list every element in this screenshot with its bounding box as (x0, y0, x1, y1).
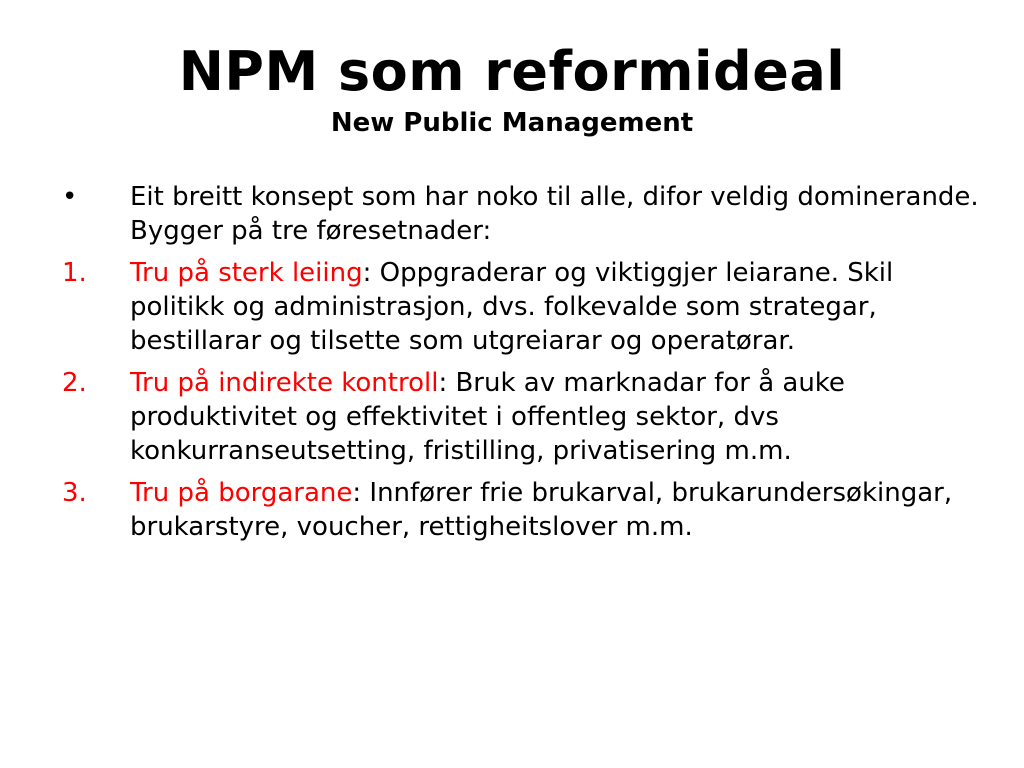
list-item-lead: Tru på indirekte kontroll (130, 368, 439, 398)
title-block (0, 40, 1024, 140)
list-item-lead: Tru på borgarane (130, 478, 353, 508)
slide-subtitle: New Public Management (330, 108, 694, 138)
list-item-body (130, 256, 982, 358)
slide-title: NPM som reformideal (178, 40, 846, 103)
list-item-2 (62, 366, 982, 468)
list-item-text: : Innfører frie brukarval, brukarundersøkingar, brukarstyre, voucher, rettigheitslover m.m. (130, 478, 953, 542)
list-item-text: : Bruk av marknadar for å auke produktivitet og effektivitet i offentleg sektor, dvs konkurranseutsetting, fristilling, privatisering m.m. (130, 368, 845, 466)
list-item-1 (62, 256, 982, 358)
list-number: 2. (62, 368, 87, 398)
bullet-list (62, 180, 982, 552)
list-item-body (130, 366, 982, 468)
list-number: 1. (62, 258, 87, 288)
bullet-marker: • (62, 182, 78, 212)
list-item-text: Eit breitt konsept som har noko til alle, difor veldig dominerande. Bygger på tre føresetnader: (130, 182, 979, 246)
list-number: 3. (62, 478, 87, 508)
list-item-lead: Tru på sterk leiing (130, 258, 363, 288)
list-item-intro (62, 180, 982, 248)
list-item-body (130, 476, 982, 544)
list-item-3 (62, 476, 982, 544)
list-item-text: : Oppgraderar og viktiggjer leiarane. Skil politikk og administrasjon, dvs. folkevalde som strategar, bestillarar og tilsette som utgreiarar og operatørar. (130, 258, 894, 356)
